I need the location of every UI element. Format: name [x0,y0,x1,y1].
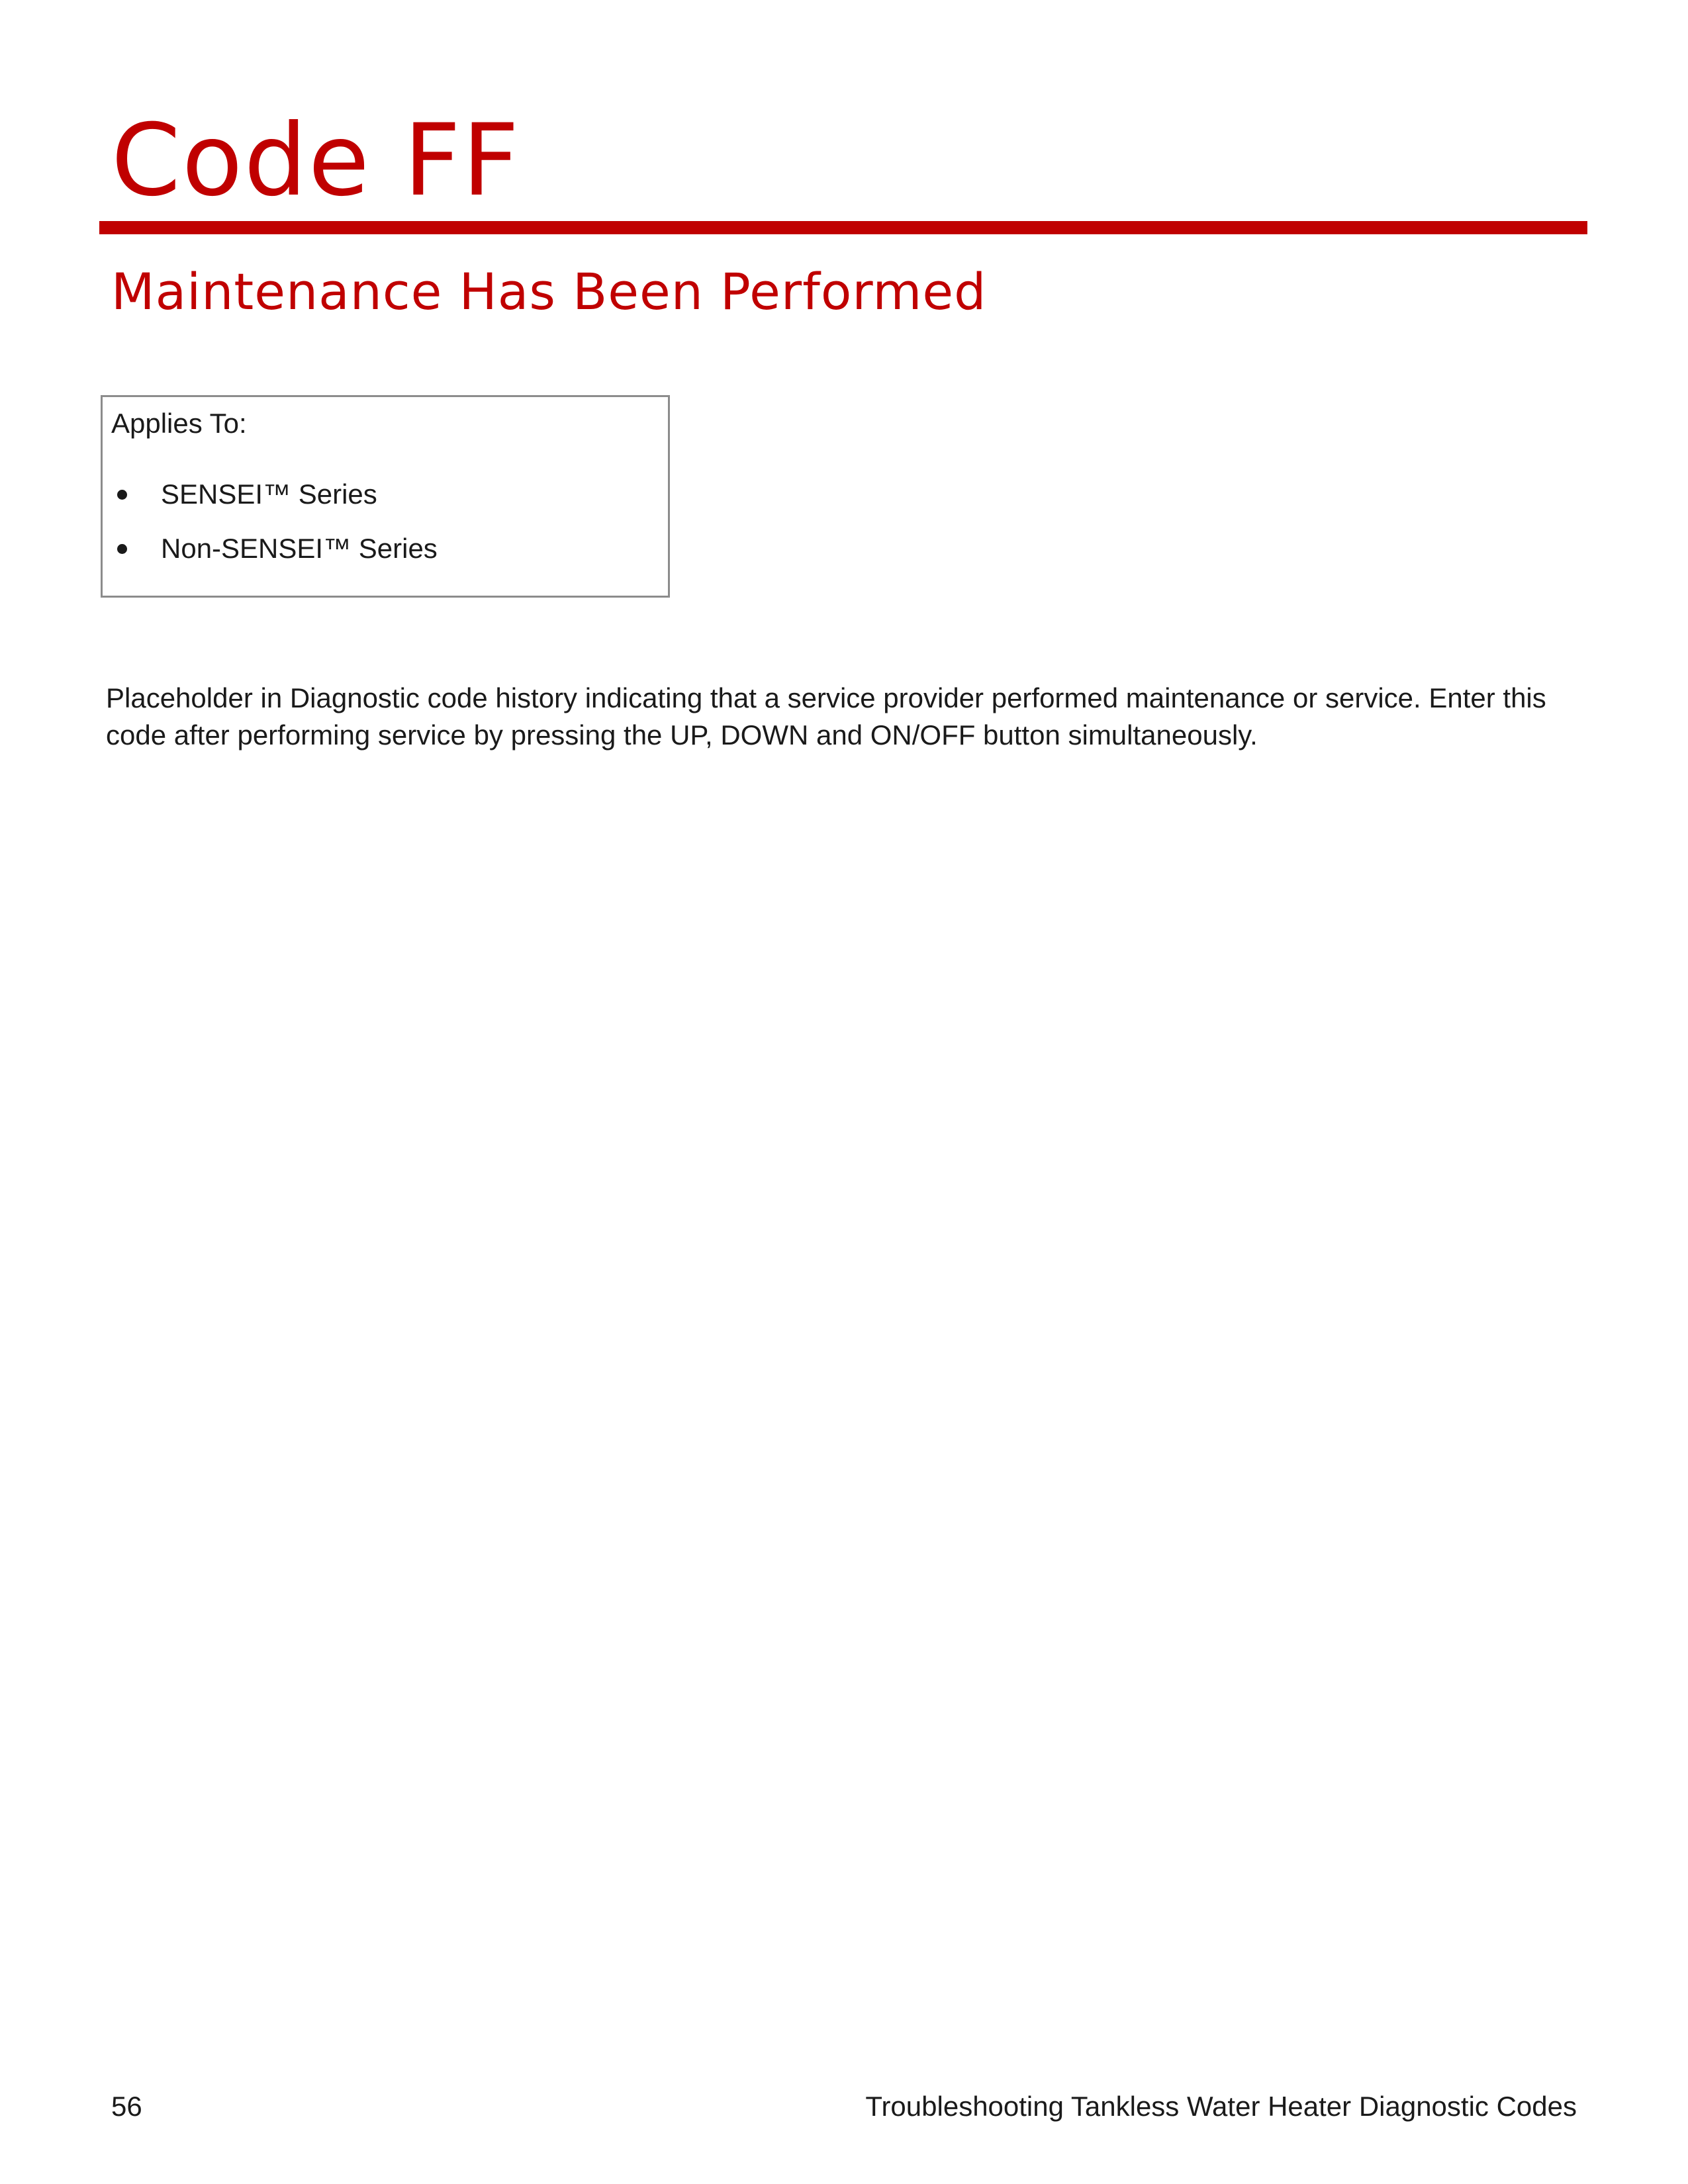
description-paragraph: Placeholder in Diagnostic code history indicating that a service provider performed maintenance or service. Enter this code after performing service by pressing the UP, DOWN and ON/OFF button simultaneously. [106,682,1546,751]
applies-to-box [101,395,670,598]
bullet-icon [117,490,127,500]
page-title: Code FF [111,103,521,218]
page-subtitle: Maintenance Has Been Performed [111,262,987,321]
bullet-icon [117,544,127,554]
list-item-label: Non-SENSEI™ Series [161,533,438,564]
title-underline-rule [99,221,1587,234]
list-item-label: SENSEI™ Series [161,478,377,510]
page-number: 56 [111,2091,142,2122]
footer-document-title: Troubleshooting Tankless Water Heater Diagnostic Codes [865,2091,1577,2122]
applies-to-label: Applies To: [111,408,247,439]
